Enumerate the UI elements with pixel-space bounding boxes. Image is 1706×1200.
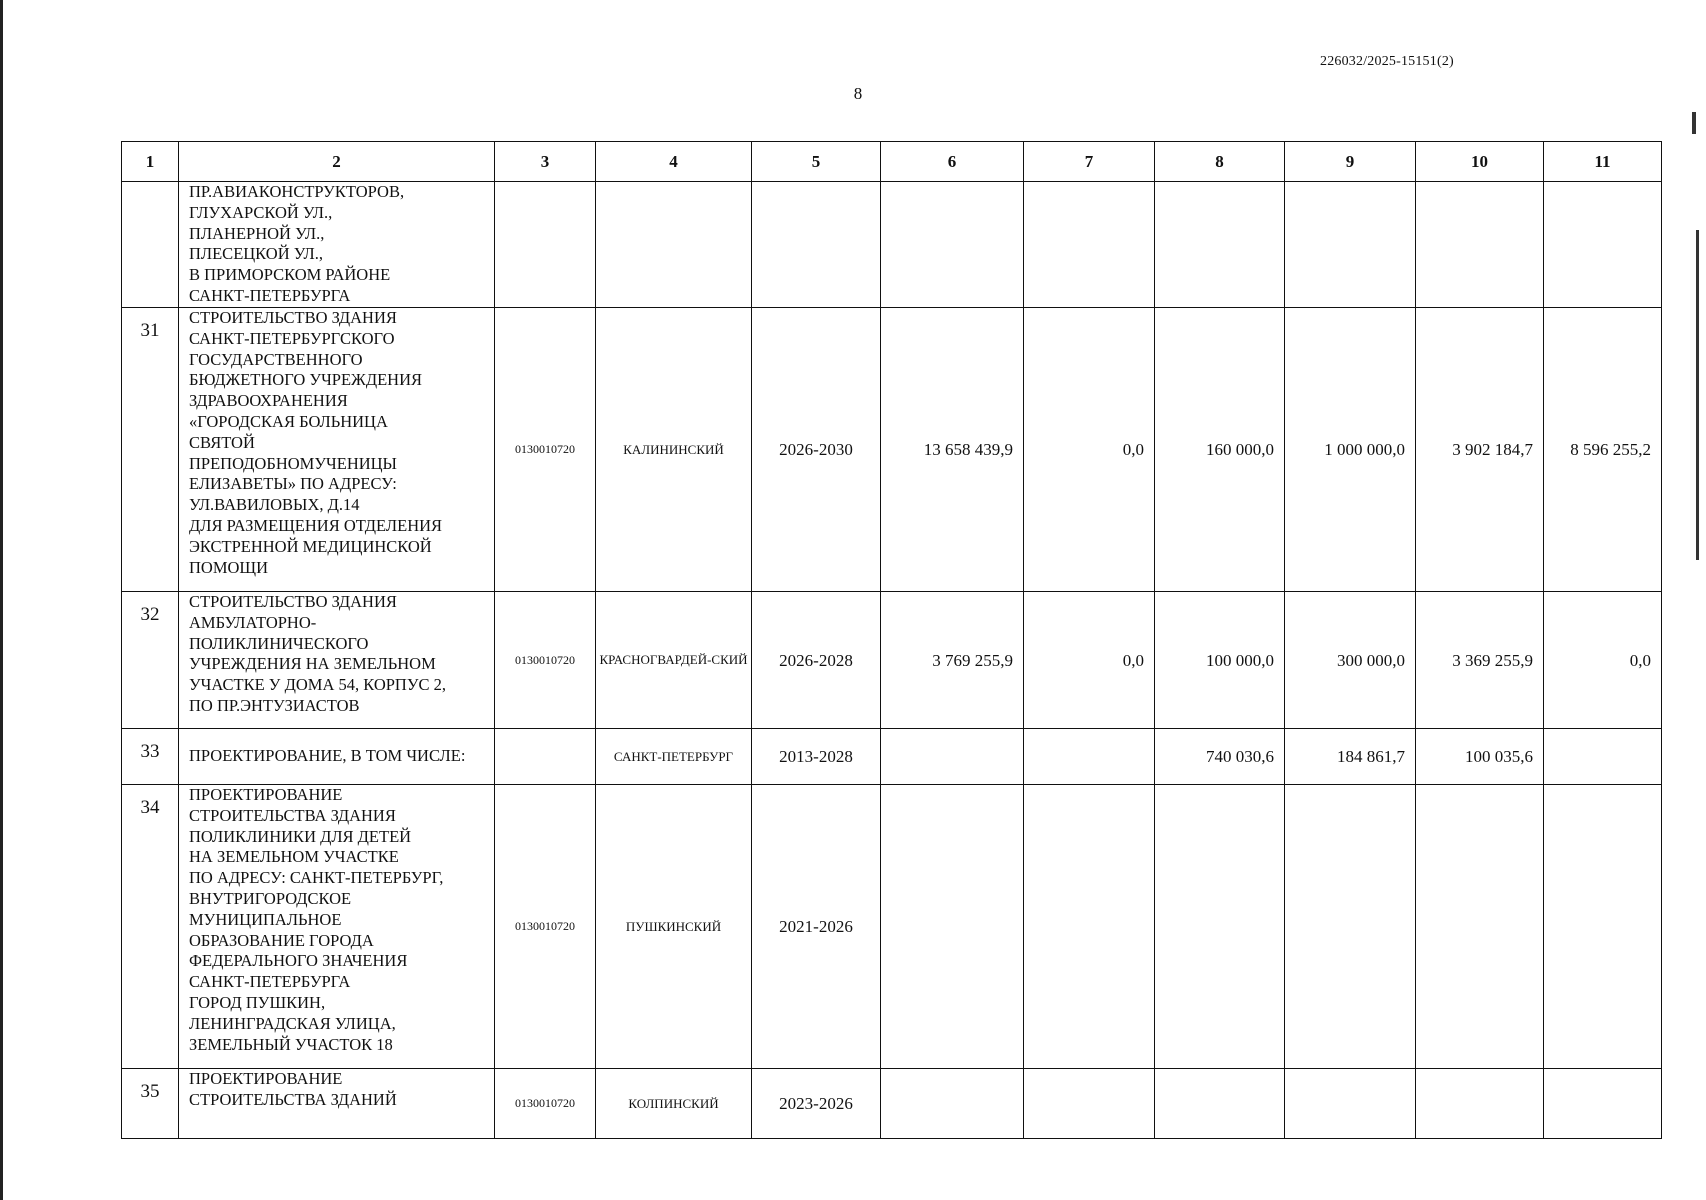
value-col-11	[1544, 729, 1662, 785]
district-name: КАЛИНИНСКИЙ	[596, 308, 752, 592]
page-number: 8	[853, 84, 863, 103]
object-name-line: СВЯТОЙ	[189, 432, 255, 452]
object-name-line: АМБУЛАТОРНО-	[189, 612, 317, 632]
object-name-line: ДЛЯ РАЗМЕЩЕНИЯ ОТДЕЛЕНИЯ	[189, 515, 443, 535]
object-name-line: В ПРИМОРСКОМ РАЙОНЕ	[189, 265, 391, 285]
object-name-line: СТРОИТЕЛЬСТВА ЗДАНИЙ	[189, 1089, 397, 1109]
document-number: 226032/2025-15151(2)	[1320, 54, 1454, 69]
value-col-8: 160 000,0	[1155, 308, 1285, 592]
object-name-line: ПО АДРЕСУ: САНКТ-ПЕТЕРБУРГ,	[189, 868, 444, 888]
value-col-7	[1024, 182, 1155, 308]
value-col-8: 100 000,0	[1155, 592, 1285, 729]
district-name: КОЛПИНСКИЙ	[596, 1069, 752, 1139]
object-name	[179, 308, 495, 592]
object-name-line: ПРОЕКТИРОВАНИЕ, В ТОМ ЧИСЛЕ:	[189, 746, 466, 766]
object-name-line: ФЕДЕРАЛЬНОГО ЗНАЧЕНИЯ	[189, 951, 408, 971]
row-number: 33	[122, 729, 179, 785]
object-name-line: БЮДЖЕТНОГО УЧРЕЖДЕНИЯ	[189, 370, 423, 390]
period: 2026-2030	[752, 308, 881, 592]
column-header: 4	[596, 142, 752, 182]
object-name-line: МУНИЦИПАЛЬНОЕ	[189, 909, 342, 929]
object-name-line: СТРОИТЕЛЬСТВО ЗДАНИЯ	[189, 592, 397, 611]
column-header: 8	[1155, 142, 1285, 182]
value-col-8	[1155, 1069, 1285, 1139]
value-col-8	[1155, 182, 1285, 308]
value-col-8	[1155, 785, 1285, 1069]
value-col-11	[1544, 785, 1662, 1069]
object-name-line: ЕЛИЗАВЕТЫ» ПО АДРЕСУ:	[189, 474, 397, 494]
row-number: 35	[122, 1069, 179, 1139]
object-name-line: «ГОРОДСКАЯ БОЛЬНИЦА	[189, 411, 388, 431]
value-col-10: 3 369 255,9	[1416, 592, 1544, 729]
object-name-line: ГЛУХАРСКОЙ УЛ.,	[189, 202, 333, 222]
object-name-line: ЗЕМЕЛЬНЫЙ УЧАСТОК 18	[189, 1034, 393, 1054]
value-col-11	[1544, 1069, 1662, 1139]
column-header: 5	[752, 142, 881, 182]
value-col-9: 1 000 000,0	[1285, 308, 1416, 592]
object-name	[179, 729, 495, 785]
row-number: 34	[122, 785, 179, 1069]
object-name-line: ГОРОД ПУШКИН,	[189, 992, 326, 1012]
scan-mark	[1692, 112, 1696, 134]
value-col-7: 0,0	[1024, 592, 1155, 729]
object-name-line: ПЛАНЕРНОЙ УЛ.,	[189, 223, 325, 243]
period: 2026-2028	[752, 592, 881, 729]
value-col-9: 300 000,0	[1285, 592, 1416, 729]
object-name-line: САНКТ-ПЕТЕРБУРГА	[189, 972, 351, 992]
value-col-10	[1416, 182, 1544, 308]
table-row	[122, 1069, 1662, 1139]
district-name: ПУШКИНСКИЙ	[596, 785, 752, 1069]
budget-code: 0130010720	[495, 592, 596, 729]
object-name-line: СТРОИТЕЛЬСТВА ЗДАНИЯ	[189, 805, 396, 825]
value-col-8: 740 030,6	[1155, 729, 1285, 785]
object-name-line: ЛЕНИНГРАДСКАЯ УЛИЦА,	[189, 1013, 396, 1033]
object-name-line: САНКТ-ПЕТЕРБУРГСКОГО	[189, 328, 395, 348]
object-name-line: ПОМОЩИ	[189, 557, 268, 577]
column-header: 2	[179, 142, 495, 182]
value-col-11: 8 596 255,2	[1544, 308, 1662, 592]
district-name: КРАСНОГВАРДЕЙ-СКИЙ	[596, 592, 752, 729]
value-col-10	[1416, 1069, 1544, 1139]
value-col-6	[881, 182, 1024, 308]
period: 2021-2026	[752, 785, 881, 1069]
table-row	[122, 182, 1662, 308]
table-row	[122, 308, 1662, 592]
column-header: 3	[495, 142, 596, 182]
object-name-line: ПО ПР.ЭНТУЗИАСТОВ	[189, 695, 360, 715]
value-col-10	[1416, 785, 1544, 1069]
period	[752, 182, 881, 308]
value-col-9	[1285, 1069, 1416, 1139]
column-header: 10	[1416, 142, 1544, 182]
object-name-line: ПР.АВИАКОНСТРУКТОРОВ,	[189, 182, 405, 201]
value-col-9	[1285, 182, 1416, 308]
object-name-line: ПЛЕСЕЦКОЙ УЛ.,	[189, 244, 323, 264]
value-col-6	[881, 785, 1024, 1069]
value-col-7	[1024, 785, 1155, 1069]
value-col-11	[1544, 182, 1662, 308]
value-col-9: 184 861,7	[1285, 729, 1416, 785]
budget-code: 0130010720	[495, 785, 596, 1069]
district-name: САНКТ-ПЕТЕРБУРГ	[596, 729, 752, 785]
object-name	[179, 785, 495, 1069]
object-name-line: УЧРЕЖДЕНИЯ НА ЗЕМЕЛЬНОМ	[189, 654, 436, 674]
value-col-7	[1024, 1069, 1155, 1139]
budget-code	[495, 182, 596, 308]
row-number	[122, 182, 179, 308]
value-col-6	[881, 1069, 1024, 1139]
scan-mark	[1696, 230, 1699, 560]
district-name	[596, 182, 752, 308]
object-name-line: ГОСУДАРСТВЕННОГО	[189, 349, 363, 369]
value-col-6: 3 769 255,9	[881, 592, 1024, 729]
value-col-10: 3 902 184,7	[1416, 308, 1544, 592]
object-name-line: ЭКСТРЕННОЙ МЕДИЦИНСКОЙ	[189, 536, 432, 556]
column-header: 11	[1544, 142, 1662, 182]
object-name-line: ПРОЕКТИРОВАНИЕ	[189, 785, 343, 804]
table-row	[122, 592, 1662, 729]
object-name	[179, 182, 495, 308]
value-col-10: 100 035,6	[1416, 729, 1544, 785]
object-name-line: САНКТ-ПЕТЕРБУРГА	[189, 285, 351, 305]
object-name-line: ЗДРАВООХРАНЕНИЯ	[189, 391, 348, 411]
value-col-11: 0,0	[1544, 592, 1662, 729]
column-header: 6	[881, 142, 1024, 182]
row-number: 32	[122, 592, 179, 729]
budget-code	[495, 729, 596, 785]
object-name	[179, 1069, 495, 1139]
table-row	[122, 729, 1662, 785]
object-name-line: ПОЛИКЛИНИКИ ДЛЯ ДЕТЕЙ	[189, 826, 412, 846]
row-number: 31	[122, 308, 179, 592]
object-name-line: ПРЕПОДОБНОМУЧЕНИЦЫ	[189, 453, 397, 473]
value-col-7	[1024, 729, 1155, 785]
object-name-line: УЛ.ВАВИЛОВЫХ, Д.14	[189, 495, 360, 515]
budget-table	[121, 141, 1662, 1139]
object-name-line: ПОЛИКЛИНИЧЕСКОГО	[189, 633, 369, 653]
column-header: 7	[1024, 142, 1155, 182]
table-row	[122, 785, 1662, 1069]
column-header: 9	[1285, 142, 1416, 182]
value-col-6: 13 658 439,9	[881, 308, 1024, 592]
column-number-row	[122, 142, 1662, 182]
value-col-6	[881, 729, 1024, 785]
object-name-line: ВНУТРИГОРОДСКОЕ	[189, 888, 352, 908]
budget-code: 0130010720	[495, 308, 596, 592]
object-name	[179, 592, 495, 729]
value-col-7: 0,0	[1024, 308, 1155, 592]
value-col-9	[1285, 785, 1416, 1069]
column-header: 1	[122, 142, 179, 182]
object-name-line: ПРОЕКТИРОВАНИЕ	[189, 1069, 343, 1088]
scan-edge	[0, 0, 3, 1200]
object-name-line: СТРОИТЕЛЬСТВО ЗДАНИЯ	[189, 308, 397, 327]
object-name-line: УЧАСТКЕ У ДОМА 54, КОРПУС 2,	[189, 675, 447, 695]
period: 2023-2026	[752, 1069, 881, 1139]
period: 2013-2028	[752, 729, 881, 785]
object-name-line: НА ЗЕМЕЛЬНОМ УЧАСТКЕ	[189, 847, 399, 867]
budget-code: 0130010720	[495, 1069, 596, 1139]
object-name-line: ОБРАЗОВАНИЕ ГОРОДА	[189, 930, 374, 950]
